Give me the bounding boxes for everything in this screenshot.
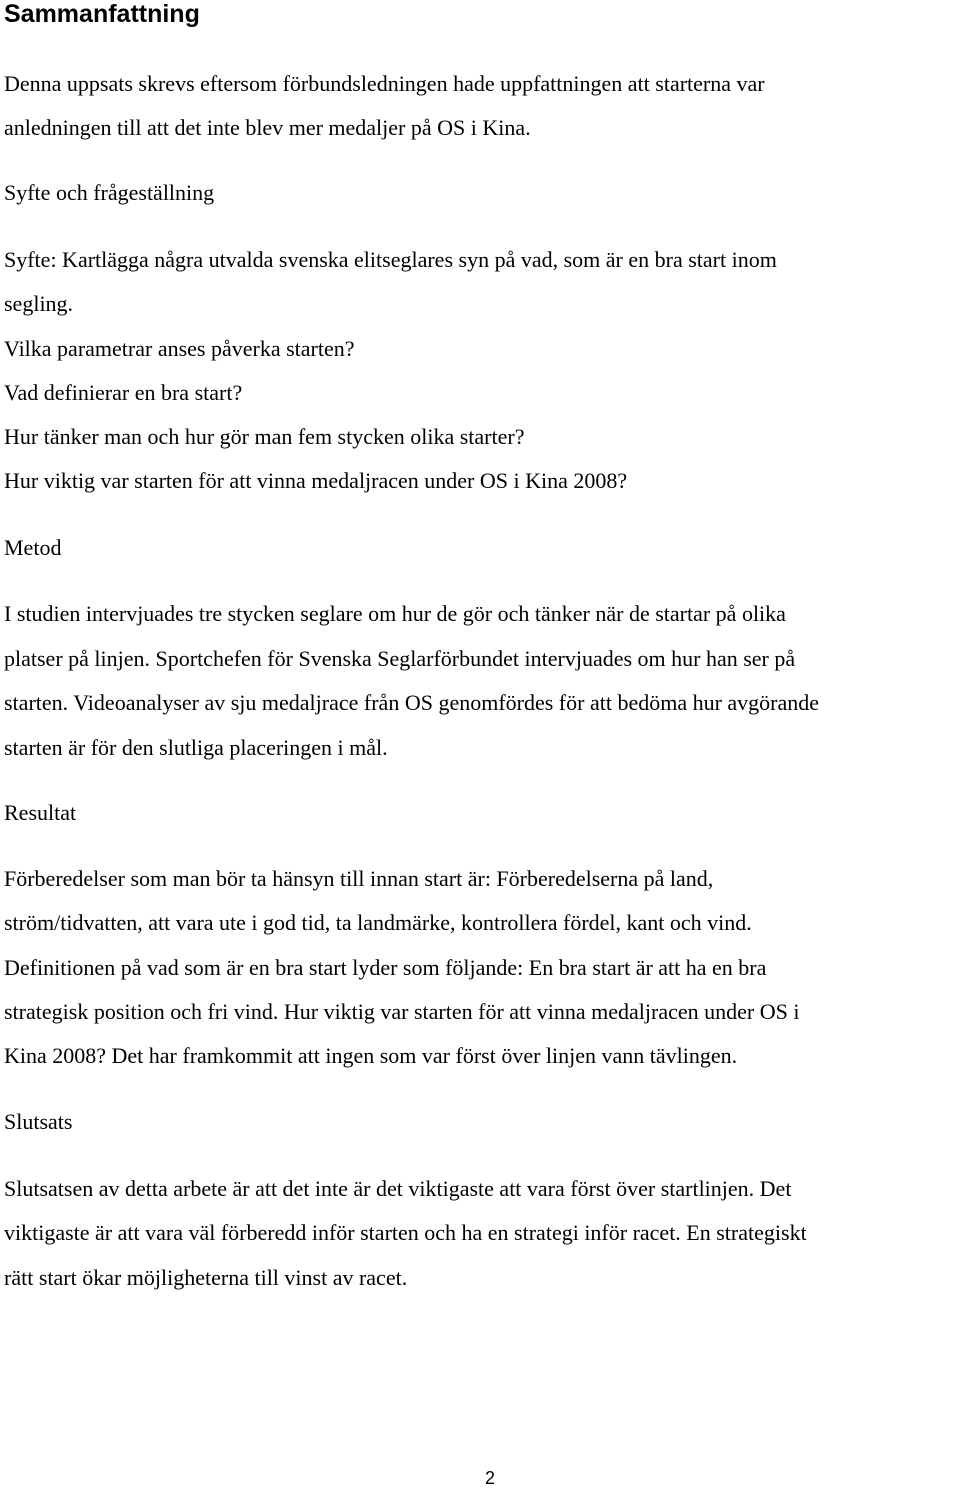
method-heading: Metod <box>4 535 62 560</box>
results-heading: Resultat <box>4 800 77 825</box>
purpose-line: Syfte: Kartlägga några utvalda svenska elitseglares syn på vad, som är en bra start inom <box>4 247 777 272</box>
intro-line: anledningen till att det inte blev mer medaljer på OS i Kina. <box>4 115 531 141</box>
results-line: Kina 2008? Det har framkommit att ingen som var först över linjen vann tävlingen. <box>4 1043 738 1069</box>
page-number: 2 <box>484 1468 495 1488</box>
method-line: I studien intervjuades tre stycken seglare om hur de gör och tänker när de startar på olika <box>4 601 786 626</box>
purpose-line: segling. <box>4 291 74 317</box>
purpose-line: Vad definierar en bra start? <box>4 379 243 405</box>
conclusion-paragraph <box>4 1167 807 1300</box>
results-paragraph <box>4 857 799 1078</box>
purpose-line: Vilka parametrar anses påverka starten? <box>4 335 355 361</box>
intro-line: Denna uppsats skrevs eftersom förbundsledningen hade uppfattningen att starterna var <box>4 71 765 96</box>
intro-paragraph <box>4 62 765 151</box>
conclusion-line: Slutsatsen av detta arbete är att det inte är det viktigaste att vara först över startlinjen. Det <box>4 1176 792 1201</box>
method-line: platser på linjen. Sportchefen för Svenska Seglarförbundet intervjuades om hur han ser på <box>4 645 796 671</box>
page-title: Sammanfattning <box>4 0 200 28</box>
results-line: Definitionen på vad som är en bra start lyder som följande: En bra start är att ha en bra <box>4 954 767 980</box>
conclusion-line: viktigaste är att vara väl förberedd inför starten och ha en strategi inför racet. En strategiskt <box>4 1220 807 1246</box>
method-line: starten. Videoanalyser av sju medaljrace från OS genomfördes för att bedöma hur avgörande <box>4 690 820 716</box>
conclusion-heading: Slutsats <box>4 1109 73 1134</box>
method-line: starten är för den slutliga placeringen i mål. <box>4 734 388 760</box>
results-line: ström/tidvatten, att vara ute i god tid, ta landmärke, kontrollera fördel, kant och vind. <box>4 910 752 936</box>
purpose-line: Hur tänker man och hur gör man fem stycken olika starter? <box>4 424 525 450</box>
purpose-paragraph <box>4 238 777 504</box>
method-paragraph <box>4 592 819 770</box>
purpose-heading: Syfte och frågeställning <box>4 180 215 205</box>
purpose-line: Hur viktig var starten för att vinna medaljracen under OS i Kina 2008? <box>4 468 628 494</box>
conclusion-line: rätt start ökar möjligheterna till vinst av racet. <box>4 1264 408 1290</box>
results-line: Förberedelser som man bör ta hänsyn till innan start är: Förberedelserna på land, <box>4 866 714 891</box>
results-line: strategisk position och fri vind. Hur viktig var starten för att vinna medaljracen under OS i <box>4 998 800 1024</box>
